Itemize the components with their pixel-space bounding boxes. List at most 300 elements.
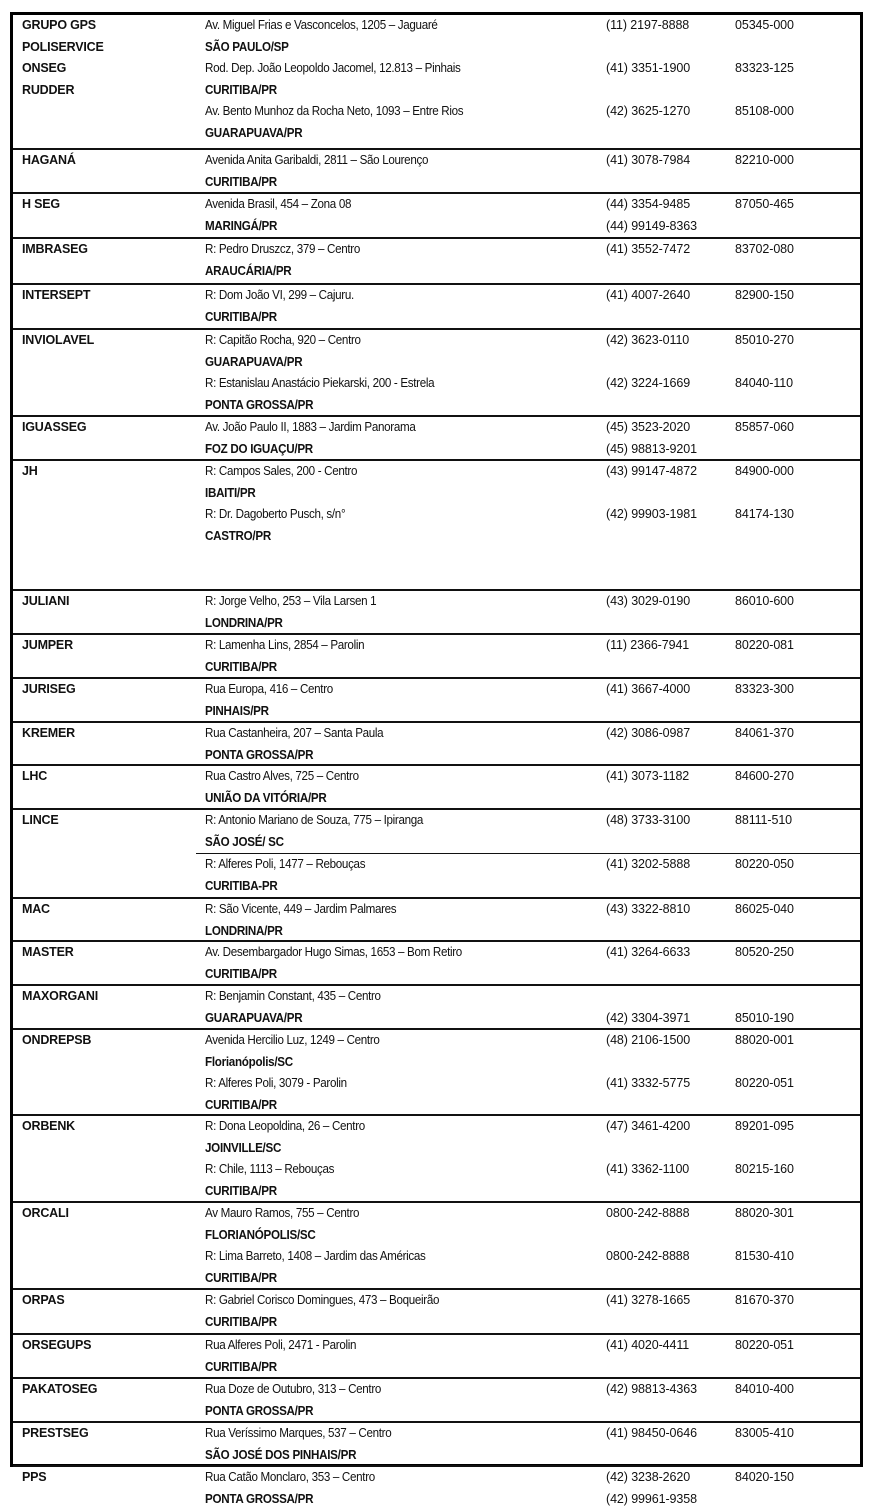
street-address: Rua Doze de Outubro, 313 – Centro <box>205 1382 382 1396</box>
company-entry <box>13 677 860 723</box>
street-address: R: Lamenha Lins, 2854 – Parolin <box>205 638 365 652</box>
phone-number: (48) 2106-1500 <box>606 1033 691 1047</box>
city-state: PONTA GROSSA/PR <box>205 397 314 412</box>
city-state: CURITIBA-PR <box>205 878 278 893</box>
location-block <box>196 679 860 722</box>
postal-code: 83005-410 <box>735 1426 794 1440</box>
city-line <box>196 657 860 679</box>
city-line <box>196 352 860 374</box>
city-state: GUARAPUAVA/PR <box>205 1010 303 1025</box>
location-block <box>196 58 860 101</box>
city-state: PONTA GROSSA/PR <box>205 747 314 762</box>
address-line <box>196 854 860 876</box>
address-line <box>196 1073 860 1095</box>
city-state: CURITIBA/PR <box>205 1097 277 1112</box>
city-line <box>196 1489 860 1511</box>
company-names <box>22 810 59 832</box>
address-line <box>196 1159 860 1181</box>
company-entry <box>13 721 860 767</box>
address-line <box>196 285 860 307</box>
location-block <box>196 194 860 237</box>
city-state: LONDRINA/PR <box>205 615 283 630</box>
city-state: CURITIBA/PR <box>205 309 277 324</box>
city-state: CURITIBA/PR <box>205 659 277 674</box>
address-line <box>196 101 860 123</box>
address-line <box>196 591 860 613</box>
company-name: H SEG <box>22 197 60 211</box>
phone-number: (41) 4020-4411 <box>606 1338 690 1352</box>
street-address: Rua Castro Alves, 725 – Centro <box>205 769 359 783</box>
company-names <box>22 285 90 307</box>
company-name: ORSEGUPS <box>22 1338 92 1352</box>
city-state: CURITIBA/PR <box>205 966 277 981</box>
city-line <box>196 876 860 898</box>
address-line <box>196 635 860 657</box>
company-entry <box>13 237 860 283</box>
phone-number: 0800-242-8888 <box>606 1249 690 1263</box>
street-address: Av. João Paulo II, 1883 – Jardim Panorama <box>205 420 416 434</box>
company-names <box>22 942 74 964</box>
city-state: GUARAPUAVA/PR <box>205 125 303 140</box>
location-block <box>196 1423 860 1466</box>
postal-code: 84600-270 <box>735 769 794 783</box>
company-name: MAXORGANI <box>22 989 98 1003</box>
street-address: Rua Europa, 416 – Centro <box>205 682 333 696</box>
address-line <box>196 986 860 1008</box>
location-block <box>196 1203 860 1246</box>
phone-number-secondary: (45) 98813-9201 <box>606 441 697 456</box>
street-address: Avenida Anita Garibaldi, 2811 – São Lourenço <box>205 153 429 167</box>
city-line <box>196 1052 860 1074</box>
phone-number: (42) 3224-1669 <box>606 376 691 390</box>
city-state: CURITIBA/PR <box>205 1359 277 1374</box>
city-state: CURITIBA/PR <box>205 1183 277 1198</box>
address-line <box>196 1423 860 1445</box>
company-entry <box>13 1333 860 1379</box>
company-names <box>22 986 98 1008</box>
location-block <box>196 150 860 193</box>
company-names <box>22 1379 97 1401</box>
address-line <box>196 461 860 483</box>
company-names <box>22 1467 46 1489</box>
postal-code: 82900-150 <box>735 288 794 302</box>
address-line <box>196 239 860 261</box>
company-names <box>22 417 86 439</box>
city-line <box>196 1312 860 1334</box>
postal-code: 84900-000 <box>735 464 794 478</box>
phone-number: (42) 3238-2620 <box>606 1470 691 1484</box>
city-line <box>196 701 860 723</box>
phone-number: (41) 3667-4000 <box>606 682 691 696</box>
street-address: R: Campos Sales, 200 - Centro <box>205 464 358 478</box>
city-line <box>196 1138 860 1160</box>
street-address: R: Alferes Poli, 3079 - Parolin <box>205 1076 347 1090</box>
address-line <box>196 1290 860 1312</box>
street-address: R: Dona Leopoldina, 26 – Centro <box>205 1119 365 1133</box>
city-line <box>196 172 860 194</box>
phone-number: (41) 3078-7984 <box>606 153 691 167</box>
company-names <box>22 461 38 483</box>
location-block <box>196 461 860 504</box>
address-line <box>196 1379 860 1401</box>
location-block <box>196 330 860 373</box>
phone-number: (42) 3086-0987 <box>606 726 691 740</box>
city-state: SÃO JOSÉ DOS PINHAIS/PR <box>205 1447 357 1462</box>
phone-number: (42) 98813-4363 <box>606 1382 697 1396</box>
street-address: R: Antonio Mariano de Souza, 775 – Ipiranga <box>205 813 424 827</box>
postal-code: 85857-060 <box>735 420 794 434</box>
street-address: R: Estanislau Anastácio Piekarski, 200 - Estrela <box>205 376 435 390</box>
location-block <box>196 1335 860 1378</box>
company-names <box>22 1335 91 1357</box>
company-entry <box>13 328 860 417</box>
phone-number: (41) 3362-1100 <box>606 1162 690 1176</box>
city-line <box>196 216 860 238</box>
company-name: RUDDER <box>22 82 75 97</box>
location-block <box>196 1467 860 1510</box>
location-block <box>196 15 860 58</box>
postal-code: 86025-040 <box>735 902 794 916</box>
street-address: Av. Miguel Frias e Vasconcelos, 1205 – Jaguaré <box>205 18 438 32</box>
location-block <box>196 1073 860 1116</box>
street-address: R: Benjamin Constant, 435 – Centro <box>205 989 381 1003</box>
location-block <box>196 899 860 942</box>
address-line <box>196 810 860 832</box>
postal-code: 05345-000 <box>735 18 794 32</box>
city-state: LONDRINA/PR <box>205 923 283 938</box>
street-address: R: Jorge Velho, 253 – Vila Larsen 1 <box>205 594 377 608</box>
phone-number-secondary: (44) 99149-8363 <box>606 218 697 233</box>
postal-code: 80215-160 <box>735 1162 794 1176</box>
company-name: IGUASSEG <box>22 420 87 434</box>
company-names <box>22 679 75 701</box>
city-line <box>196 1095 860 1117</box>
postal-code: 84020-150 <box>735 1470 794 1484</box>
postal-code: 87050-465 <box>735 197 794 211</box>
city-state: FOZ DO IGUAÇU/PR <box>205 441 313 456</box>
postal-code: 85010-190 <box>735 1010 794 1025</box>
company-name: GRUPO GPS <box>22 18 96 32</box>
postal-code: 80220-051 <box>735 1076 794 1090</box>
street-address: Av. Bento Munhoz da Rocha Neto, 1093 – Entre Rios <box>205 104 464 118</box>
location-block <box>196 635 860 678</box>
phone-number: (11) 2366-7941 <box>606 638 690 652</box>
street-address: Rua Veríssimo Marques, 537 – Centro <box>205 1426 392 1440</box>
company-entry <box>13 1028 860 1117</box>
city-line <box>196 745 860 767</box>
company-names <box>22 1423 88 1445</box>
postal-code: 80220-050 <box>735 857 794 871</box>
postal-code: 84061-370 <box>735 726 794 740</box>
location-block <box>196 1246 860 1289</box>
company-entry <box>13 808 860 897</box>
company-entry <box>13 415 860 461</box>
phone-number: (41) 3351-1900 <box>606 61 691 75</box>
company-name: JURISEG <box>22 682 76 696</box>
postal-code: 88111-510 <box>735 813 793 827</box>
phone-number: (43) 3029-0190 <box>606 594 691 608</box>
city-state: CURITIBA/PR <box>205 174 277 189</box>
company-names <box>22 1030 91 1052</box>
company-entry <box>13 897 860 943</box>
city-line <box>196 80 860 102</box>
postal-code: 85010-270 <box>735 333 794 347</box>
company-names <box>22 194 60 216</box>
postal-code: 88020-301 <box>735 1206 794 1220</box>
city-state: SÃO JOSÉ/ SC <box>205 834 284 849</box>
location-block <box>196 1030 860 1073</box>
city-line <box>196 921 860 943</box>
street-address: R: São Vicente, 449 – Jardim Palmares <box>205 902 397 916</box>
city-state: IBAITI/PR <box>205 485 256 500</box>
city-state: JOINVILLE/SC <box>205 1140 282 1155</box>
company-names <box>22 15 104 101</box>
company-name: JUMPER <box>22 638 73 652</box>
postal-code: 84174-130 <box>735 507 794 521</box>
location-block <box>196 1290 860 1333</box>
city-line <box>196 964 860 986</box>
company-name: INVIOLAVEL <box>22 333 95 347</box>
phone-number: (42) 3625-1270 <box>606 104 691 118</box>
address-line <box>196 723 860 745</box>
phone-number-secondary: (42) 99961-9358 <box>606 1491 697 1506</box>
city-line <box>196 261 860 283</box>
city-line <box>196 613 860 635</box>
location-block <box>196 591 860 634</box>
city-line <box>196 526 860 548</box>
phone-number: (42) 99903-1981 <box>606 507 697 521</box>
city-line <box>196 439 860 461</box>
location-block <box>196 504 860 547</box>
street-address: Rua Catão Monclaro, 353 – Centro <box>205 1470 375 1484</box>
city-line <box>196 832 860 854</box>
company-entry <box>13 1201 860 1290</box>
company-name: MASTER <box>22 945 74 959</box>
city-line <box>196 395 860 417</box>
street-address: R: Dr. Dagoberto Pusch, s/n° <box>205 507 346 521</box>
postal-code: 81530-410 <box>735 1249 794 1263</box>
address-line <box>196 417 860 439</box>
street-address: R: Chile, 1113 – Rebouças <box>205 1162 335 1176</box>
address-line <box>196 373 860 395</box>
company-names <box>22 723 75 745</box>
company-directory-table <box>10 12 863 1506</box>
street-address: R: Pedro Druszcz, 379 – Centro <box>205 242 361 256</box>
phone-number: (41) 3332-5775 <box>606 1076 691 1090</box>
city-line <box>196 307 860 329</box>
company-name: PRESTSEG <box>22 1426 89 1440</box>
street-address: Av Mauro Ramos, 755 – Centro <box>205 1206 360 1220</box>
address-line <box>196 1467 860 1489</box>
phone-number: (47) 3461-4200 <box>606 1119 691 1133</box>
postal-code: 88020-001 <box>735 1033 794 1047</box>
phone-number: (48) 3733-3100 <box>606 813 691 827</box>
city-line <box>196 1401 860 1423</box>
location-block <box>196 373 860 416</box>
city-state: GUARAPUAVA/PR <box>205 354 303 369</box>
city-state: MARINGÁ/PR <box>205 218 278 233</box>
phone-number: (11) 2197-8888 <box>606 18 690 32</box>
location-block <box>196 723 860 766</box>
phone-number: (42) 3623-0110 <box>606 333 690 347</box>
street-address: Av. Desembargador Hugo Simas, 1653 – Bom Retiro <box>205 945 462 959</box>
company-name: PPS <box>22 1470 47 1484</box>
city-state: PONTA GROSSA/PR <box>205 1403 314 1418</box>
city-state: UNIÃO DA VITÓRIA/PR <box>205 790 327 805</box>
location-block <box>196 1116 860 1159</box>
phone-number: 0800-242-8888 <box>606 1206 690 1220</box>
company-names <box>22 766 47 788</box>
company-name: HAGANÁ <box>22 153 76 167</box>
company-name: ORBENK <box>22 1119 75 1133</box>
address-line <box>196 1030 860 1052</box>
company-names <box>22 635 73 657</box>
location-block <box>196 986 860 1029</box>
address-line <box>196 1203 860 1225</box>
location-block <box>196 101 860 144</box>
phone-number: (41) 3552-7472 <box>606 242 691 256</box>
phone-number: (41) 3278-1665 <box>606 1293 691 1307</box>
address-line <box>196 194 860 216</box>
company-name: ORCALI <box>22 1206 69 1220</box>
address-line <box>196 766 860 788</box>
company-name: ONSEG <box>22 61 67 75</box>
company-entry <box>13 633 860 679</box>
address-line <box>196 899 860 921</box>
company-entry <box>13 1377 860 1423</box>
location-block <box>196 942 860 985</box>
address-line <box>196 679 860 701</box>
street-address: Rua Alferes Poli, 2471 - Parolin <box>205 1338 357 1352</box>
city-line <box>196 37 860 59</box>
postal-code: 86010-600 <box>735 594 794 608</box>
company-entry <box>13 1421 860 1467</box>
location-block <box>196 417 860 460</box>
phone-number-secondary: (42) 3304-3971 <box>606 1010 691 1025</box>
location-block <box>196 1159 860 1202</box>
company-names <box>22 1290 65 1312</box>
phone-number: (41) 3264-6633 <box>606 945 691 959</box>
phone-number: (41) 98450-0646 <box>606 1426 697 1440</box>
company-name: KREMER <box>22 726 75 740</box>
street-address: Rod. Dep. João Leopoldo Jacomel, 12.813 – Pinhais <box>205 61 461 75</box>
address-line <box>196 1335 860 1357</box>
company-name: LINCE <box>22 813 59 827</box>
company-names <box>22 330 94 352</box>
company-names <box>22 150 76 172</box>
phone-number: (44) 3354-9485 <box>606 197 691 211</box>
city-state: Florianópolis/SC <box>205 1054 293 1069</box>
company-name: ONDREPSB <box>22 1033 92 1047</box>
city-line <box>196 1181 860 1203</box>
postal-code: 84010-400 <box>735 1382 794 1396</box>
address-line <box>196 58 860 80</box>
postal-code: 81670-370 <box>735 1293 794 1307</box>
location-block <box>196 766 860 809</box>
company-names <box>22 1116 75 1138</box>
street-address: R: Alferes Poli, 1477 – Rebouças <box>205 857 366 871</box>
street-address: R: Lima Barreto, 1408 – Jardim das Américas <box>205 1249 426 1263</box>
company-entry <box>13 15 860 145</box>
city-state: CURITIBA/PR <box>205 82 277 97</box>
company-entry <box>13 283 860 329</box>
postal-code: 85108-000 <box>735 104 794 118</box>
company-names <box>22 591 69 613</box>
company-entry <box>13 764 860 810</box>
city-line <box>196 1445 860 1467</box>
city-state: PONTA GROSSA/PR <box>205 1491 314 1506</box>
city-line <box>196 1225 860 1247</box>
company-name: IMBRASEG <box>22 242 88 256</box>
company-name: JH <box>22 464 38 478</box>
city-state: ARAUCÁRIA/PR <box>205 263 292 278</box>
city-state: FLORIANÓPOLIS/SC <box>205 1227 316 1242</box>
city-line <box>196 788 860 810</box>
phone-number: (43) 99147-4872 <box>606 464 697 478</box>
city-state: PINHAIS/PR <box>205 703 269 718</box>
city-line <box>196 1008 860 1030</box>
company-entry <box>13 589 860 635</box>
phone-number: (43) 3322-8810 <box>606 902 691 916</box>
postal-code: 83702-080 <box>735 242 794 256</box>
company-entry <box>13 940 860 986</box>
company-name: LHC <box>22 769 48 783</box>
address-line <box>196 1246 860 1268</box>
city-state: CURITIBA/PR <box>205 1314 277 1329</box>
company-entry <box>13 148 860 194</box>
postal-code: 89201-095 <box>735 1119 794 1133</box>
city-line <box>196 483 860 505</box>
company-name: POLISERVICE <box>22 39 104 54</box>
address-line <box>196 15 860 37</box>
location-block <box>196 853 860 897</box>
postal-code: 83323-125 <box>735 61 794 75</box>
address-line <box>196 942 860 964</box>
address-line <box>196 504 860 526</box>
company-names <box>22 239 88 261</box>
street-address: R: Gabriel Corisco Domingues, 473 – Boqueirão <box>205 1293 440 1307</box>
street-address: Rua Castanheira, 207 – Santa Paula <box>205 726 384 740</box>
street-address: R: Capitão Rocha, 920 – Centro <box>205 333 361 347</box>
company-entry <box>13 1465 860 1511</box>
location-block <box>196 1379 860 1422</box>
company-entry <box>13 1288 860 1334</box>
city-state: CURITIBA/PR <box>205 1270 277 1285</box>
company-name: ORPAS <box>22 1293 65 1307</box>
company-name: MAC <box>22 902 50 916</box>
postal-code: 84040-110 <box>735 376 793 390</box>
postal-code: 82210-000 <box>735 153 794 167</box>
phone-number: (41) 3202-5888 <box>606 857 691 871</box>
company-entry <box>13 459 860 548</box>
company-entry <box>13 1114 860 1203</box>
address-line <box>196 330 860 352</box>
phone-number: (41) 3073-1182 <box>606 769 690 783</box>
company-name: PAKATOSEG <box>22 1382 98 1396</box>
company-name: JULIANI <box>22 594 70 608</box>
city-line <box>196 123 860 145</box>
postal-code: 80520-250 <box>735 945 794 959</box>
location-block <box>196 239 860 282</box>
postal-code: 80220-051 <box>735 1338 794 1352</box>
postal-code: 83323-300 <box>735 682 794 696</box>
address-line <box>196 150 860 172</box>
city-line <box>196 1268 860 1290</box>
postal-code: 80220-081 <box>735 638 794 652</box>
street-address: Avenida Brasil, 454 – Zona 08 <box>205 197 352 211</box>
city-state: SÃO PAULO/SP <box>205 39 289 54</box>
street-address: Avenida Hercilio Luz, 1249 – Centro <box>205 1033 380 1047</box>
